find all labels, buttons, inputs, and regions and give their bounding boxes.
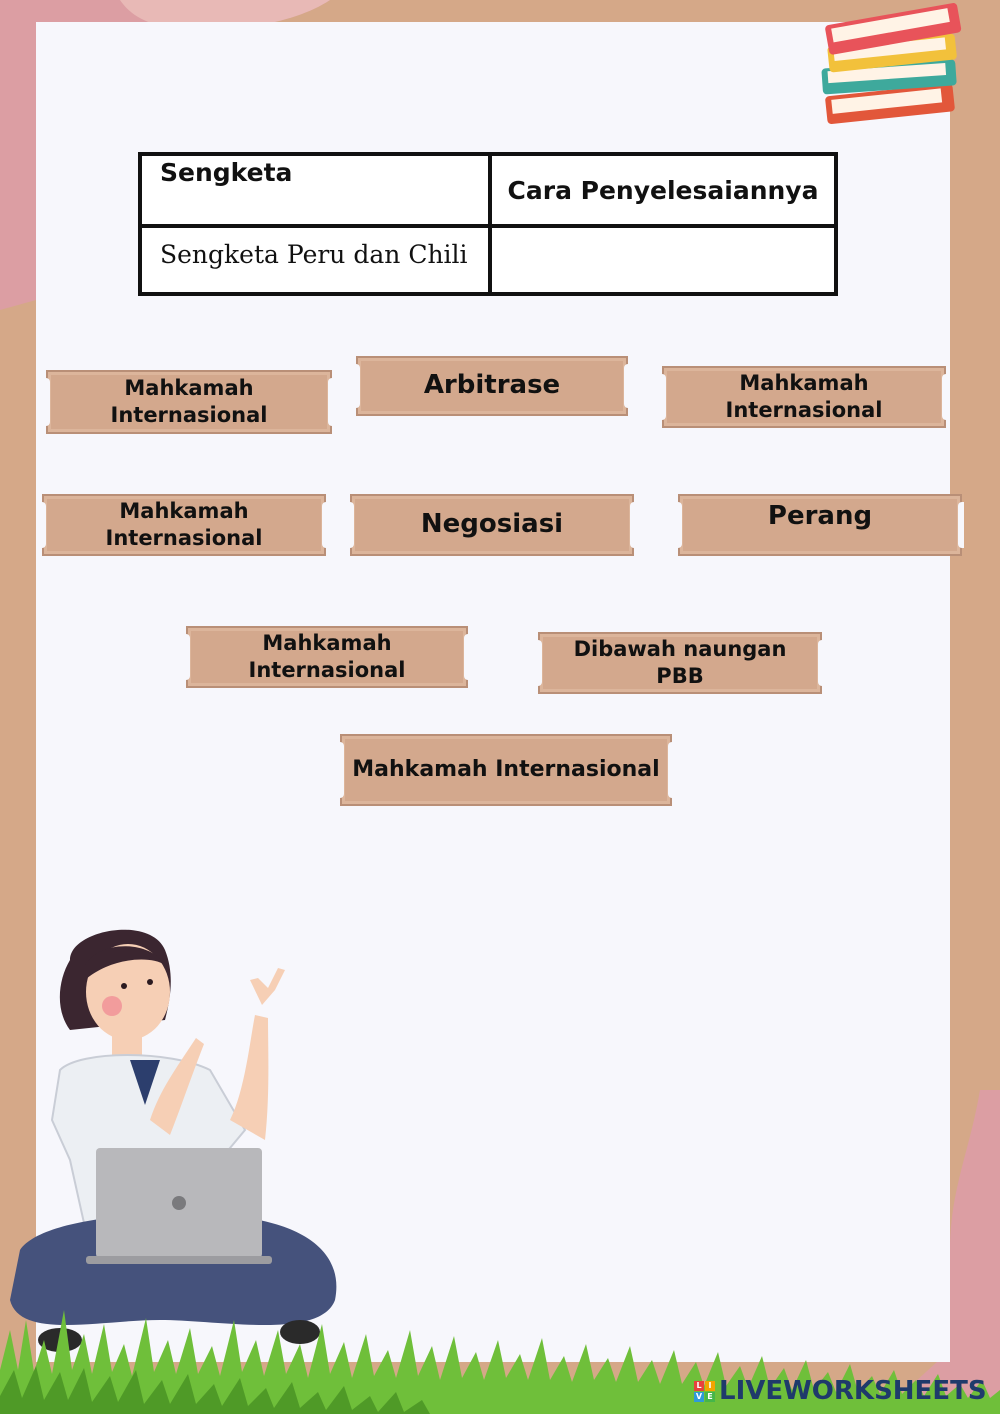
answer-card-5[interactable]: Negosiasi: [350, 494, 634, 556]
table-header-sengketa: Sengketa: [160, 158, 293, 187]
answer-drop-zone[interactable]: [492, 228, 834, 292]
answer-card-6[interactable]: Perang: [678, 494, 962, 556]
answer-card-9[interactable]: Mahkamah Internasional: [340, 734, 672, 806]
dispute-table: [138, 152, 838, 296]
table-header-cara: Cara Penyelesaiannya: [507, 175, 819, 205]
answer-card-2[interactable]: Arbitrase: [356, 356, 628, 416]
liveworksheets-logo-text: LIVEWORKSHEETS: [719, 1376, 987, 1406]
answer-card-7[interactable]: Mahkamah Internasional: [186, 626, 468, 688]
answer-card-3[interactable]: Mahkamah Internasional: [662, 366, 946, 428]
books-stack-icon: [818, 0, 968, 140]
liveworksheets-logo: [694, 1374, 987, 1408]
table-cell-dispute: Sengketa Peru dan Chili: [160, 240, 468, 269]
answer-card-4[interactable]: Mahkamah Internasional: [42, 494, 326, 556]
answer-card-8[interactable]: Dibawah naungan PBB: [538, 632, 822, 694]
answer-card-1[interactable]: Mahkamah Internasional: [46, 370, 332, 434]
liveworksheets-logo-mark: L I V E: [694, 1381, 715, 1402]
